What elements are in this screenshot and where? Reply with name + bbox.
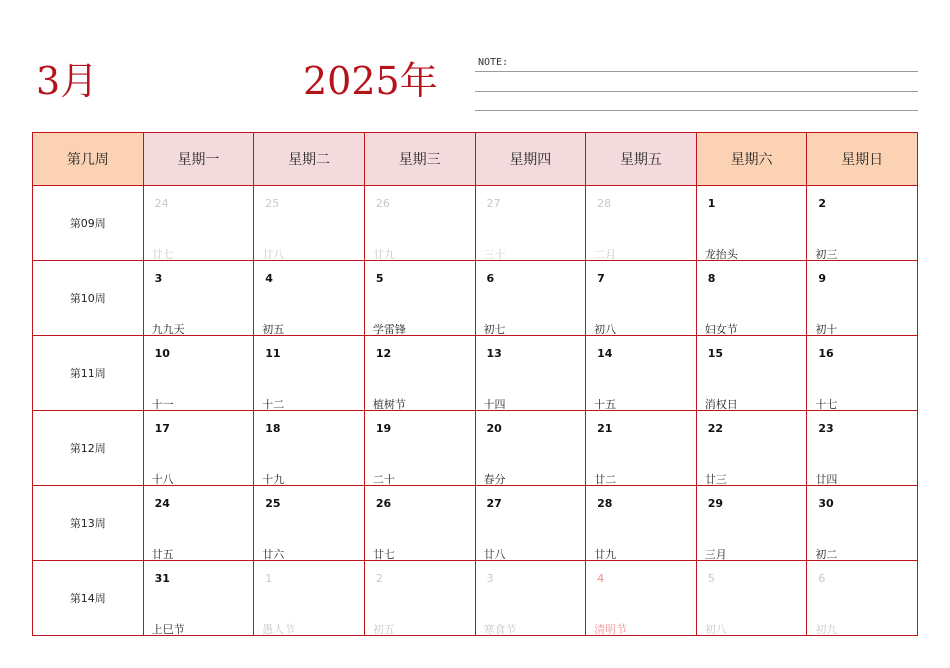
day-number: 1: [707, 197, 716, 210]
day-cell[interactable]: [364, 186, 475, 261]
lunar-label: 初五: [372, 623, 395, 636]
calendar-body: [33, 186, 918, 636]
day-number: 23: [818, 422, 834, 435]
lunar-label: 初二: [815, 548, 838, 561]
lunar-label: 廿八: [483, 548, 506, 561]
day-cell[interactable]: [475, 411, 586, 486]
lunar-label: 十七: [815, 398, 838, 411]
lunar-label: 妇女节: [704, 323, 738, 336]
day-cell[interactable]: [254, 261, 365, 336]
day-number: 28: [597, 197, 612, 210]
lunar-label: 廿四: [815, 473, 838, 486]
week-label: 第09周: [33, 186, 144, 261]
col-header-wed: 星期三: [364, 133, 475, 186]
col-header-tue: 星期二: [254, 133, 365, 186]
day-cell[interactable]: [696, 186, 807, 261]
lunar-label: 二十: [372, 473, 395, 486]
day-cell[interactable]: [807, 336, 918, 411]
day-number: 24: [154, 497, 170, 510]
note-label: NOTE:: [478, 57, 509, 68]
day-number: 5: [375, 272, 384, 285]
day-cell[interactable]: [475, 261, 586, 336]
lunar-label: 三十: [483, 248, 506, 261]
lunar-label: 初八: [594, 323, 617, 336]
day-cell[interactable]: [143, 561, 254, 636]
day-number: 26: [375, 197, 390, 210]
col-header-thu: 星期四: [475, 133, 586, 186]
month-title: 3月: [36, 59, 99, 103]
day-cell[interactable]: [254, 411, 365, 486]
week-label: 第11周: [33, 336, 144, 411]
lunar-label: 清明节: [594, 623, 628, 636]
calendar-grid: [32, 132, 918, 636]
day-cell[interactable]: [364, 261, 475, 336]
day-cell[interactable]: [143, 336, 254, 411]
lunar-label: 三月: [704, 548, 727, 561]
day-cell[interactable]: [586, 486, 697, 561]
day-cell[interactable]: [254, 561, 365, 636]
day-cell[interactable]: [475, 561, 586, 636]
day-number: 27: [486, 497, 502, 510]
day-number: 17: [154, 422, 170, 435]
lunar-label: 十九: [262, 473, 285, 486]
lunar-label: 春分: [483, 473, 506, 486]
lunar-label: 廿九: [372, 248, 395, 261]
day-cell[interactable]: [586, 186, 697, 261]
day-number: 20: [486, 422, 502, 435]
day-cell[interactable]: [254, 336, 365, 411]
day-number: 16: [818, 347, 834, 360]
day-cell[interactable]: [475, 186, 586, 261]
lunar-label: 九九天: [151, 323, 185, 336]
week-row: [33, 561, 918, 636]
day-cell[interactable]: [696, 336, 807, 411]
lunar-label: 十五: [594, 398, 617, 411]
day-number: 3: [154, 272, 163, 285]
lunar-label: 初八: [704, 623, 727, 636]
lunar-label: 十四: [483, 398, 506, 411]
lunar-label: 消权日: [704, 398, 738, 411]
day-cell[interactable]: [807, 261, 918, 336]
week-row: [33, 336, 918, 411]
day-cell[interactable]: [143, 411, 254, 486]
day-number: 24: [154, 197, 169, 210]
lunar-label: 初五: [262, 323, 285, 336]
week-label: 第12周: [33, 411, 144, 486]
lunar-label: 廿八: [262, 248, 285, 261]
lunar-label: 廿六: [262, 548, 285, 561]
day-number: 25: [265, 197, 280, 210]
day-cell[interactable]: [254, 186, 365, 261]
week-row: [33, 261, 918, 336]
day-cell[interactable]: [696, 261, 807, 336]
lunar-label: 廿七: [372, 548, 395, 561]
day-cell[interactable]: [586, 336, 697, 411]
lunar-label: 初三: [815, 248, 838, 261]
day-number: 28: [597, 497, 613, 510]
lunar-label: 廿九: [594, 548, 617, 561]
lunar-label: 廿二: [594, 473, 617, 486]
day-number: 31: [154, 572, 170, 585]
day-number: 5: [707, 572, 715, 585]
lunar-label: 龙抬头: [704, 248, 738, 261]
day-number: 2: [375, 572, 383, 585]
day-number: 11: [265, 347, 281, 360]
day-cell[interactable]: [475, 336, 586, 411]
lunar-label: 二月: [594, 248, 617, 261]
day-cell[interactable]: [807, 411, 918, 486]
week-row: [33, 186, 918, 261]
calendar-header-row: [33, 133, 918, 186]
lunar-label: 寒食节: [483, 623, 517, 636]
day-number: 13: [486, 347, 502, 360]
day-number: 4: [597, 572, 605, 585]
lunar-label: 十二: [262, 398, 285, 411]
lunar-label: 廿三: [704, 473, 727, 486]
day-number: 4: [265, 272, 273, 285]
day-cell[interactable]: [254, 486, 365, 561]
note-line: [475, 110, 918, 111]
day-number: 19: [375, 422, 392, 435]
year-title: 2025年: [303, 59, 438, 103]
day-cell[interactable]: [143, 186, 254, 261]
day-cell[interactable]: [364, 411, 475, 486]
day-number: 6: [486, 272, 495, 285]
week-row: [33, 486, 918, 561]
day-number: 2: [818, 197, 827, 210]
day-cell[interactable]: [807, 486, 918, 561]
day-number: 30: [818, 497, 834, 510]
lunar-label: 廿七: [151, 248, 174, 261]
week-label: 第14周: [33, 561, 144, 636]
note-line: [475, 91, 918, 92]
day-number: 1: [265, 572, 273, 585]
lunar-label: 上巳节: [151, 623, 185, 636]
lunar-label: 初九: [815, 623, 838, 636]
day-number: 27: [486, 197, 501, 210]
col-header-sun: 星期日: [807, 133, 918, 186]
day-number: 12: [375, 347, 392, 360]
day-cell[interactable]: [696, 561, 807, 636]
week-label: 第10周: [33, 261, 144, 336]
lunar-label: 十一: [151, 398, 174, 411]
day-cell[interactable]: [696, 411, 807, 486]
day-cell[interactable]: [586, 261, 697, 336]
day-cell[interactable]: [143, 261, 254, 336]
day-number: 9: [818, 272, 827, 285]
day-number: 8: [707, 272, 716, 285]
day-number: 25: [265, 497, 281, 510]
lunar-label: 植树节: [372, 398, 406, 411]
day-number: 7: [597, 272, 605, 285]
day-cell[interactable]: [807, 561, 918, 636]
lunar-label: 初十: [815, 323, 838, 336]
col-header-week: 第几周: [33, 133, 144, 186]
col-header-mon: 星期一: [143, 133, 254, 186]
day-cell[interactable]: [586, 561, 697, 636]
note-line: [475, 71, 918, 72]
lunar-label: 廿五: [151, 548, 174, 561]
day-number: 18: [265, 422, 281, 435]
day-cell[interactable]: [364, 486, 475, 561]
week-label: 第13周: [33, 486, 144, 561]
lunar-label: 学雷锋: [372, 323, 406, 336]
day-number: 14: [597, 347, 613, 360]
day-number: 6: [818, 572, 826, 585]
lunar-label: 十八: [151, 473, 174, 486]
day-cell[interactable]: [696, 486, 807, 561]
day-cell[interactable]: [586, 411, 697, 486]
week-row: [33, 411, 918, 486]
day-cell[interactable]: [143, 486, 254, 561]
col-header-fri: 星期五: [586, 133, 697, 186]
day-number: 29: [707, 497, 724, 510]
day-cell[interactable]: [807, 186, 918, 261]
day-cell[interactable]: [475, 486, 586, 561]
col-header-sat: 星期六: [696, 133, 807, 186]
day-number: 3: [486, 572, 494, 585]
day-cell[interactable]: [364, 561, 475, 636]
day-cell[interactable]: [364, 336, 475, 411]
day-number: 21: [597, 422, 613, 435]
day-number: 15: [707, 347, 724, 360]
day-number: 22: [707, 422, 724, 435]
lunar-label: 初七: [483, 323, 506, 336]
day-number: 26: [375, 497, 392, 510]
lunar-label: 愚人节: [262, 623, 296, 636]
day-number: 10: [154, 347, 170, 360]
